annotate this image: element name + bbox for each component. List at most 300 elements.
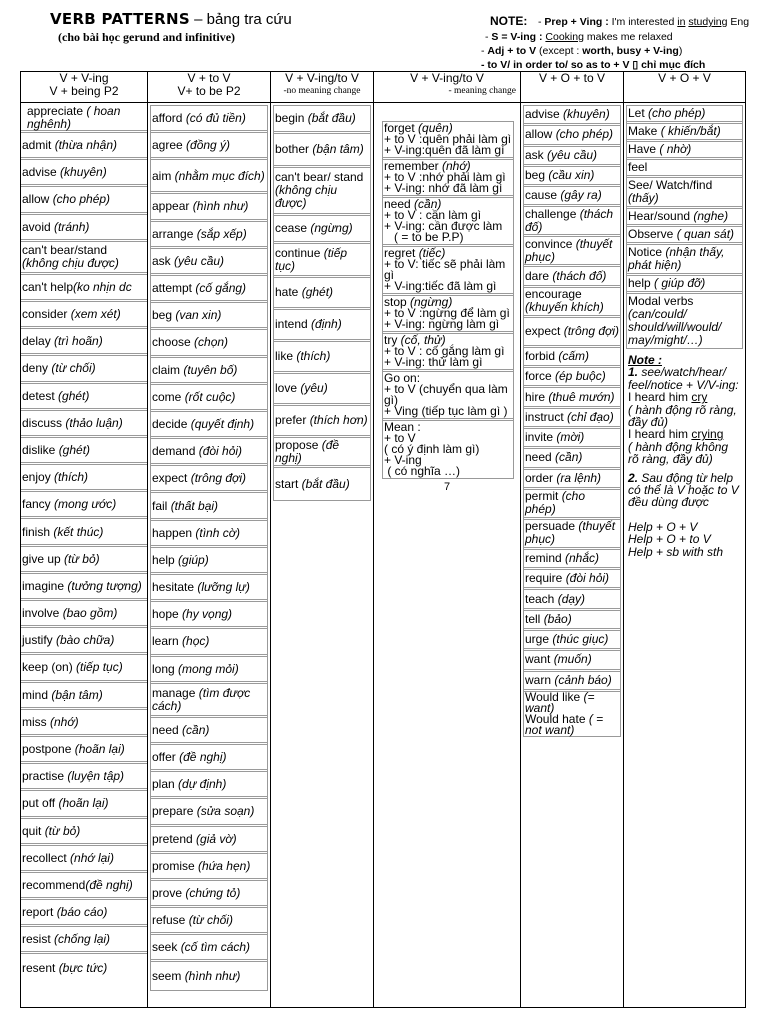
verb: hate <box>275 285 302 299</box>
meaning: (nhớ) <box>50 714 79 729</box>
verb-entry <box>21 465 147 492</box>
verb: can't help <box>22 279 73 294</box>
page-title: VERB PATTERNS – bảng tra cứu <box>50 10 292 28</box>
meaning-change-entry <box>383 296 513 334</box>
verb-entry <box>274 216 370 244</box>
verb: aim <box>152 168 175 183</box>
verb: plan <box>152 777 179 792</box>
verb-entry <box>524 348 620 368</box>
verb: recollect <box>22 850 71 865</box>
meaning: (quyết định) <box>190 416 255 431</box>
column-meaning-change <box>374 121 520 479</box>
meaning: (thách đố) <box>525 206 614 234</box>
verb: seek <box>152 940 181 955</box>
verb: keep (on) <box>22 660 77 675</box>
verb-entry <box>627 106 742 124</box>
verb-entry <box>151 521 267 548</box>
verb-entry <box>151 412 267 439</box>
verb-entry <box>524 187 620 207</box>
verb-entry <box>627 294 742 348</box>
verb-entry <box>151 548 267 575</box>
meaning: (có đủ tiền) <box>185 111 246 126</box>
meaning: (ép buộc) <box>555 369 606 384</box>
meaning: (bắt đầu) <box>301 476 350 491</box>
verb-entry <box>21 519 147 546</box>
verb-entry <box>274 134 370 168</box>
meaning: (ngừng) <box>410 295 453 309</box>
verb: teach <box>525 591 558 606</box>
verb-entry <box>21 655 147 682</box>
meaning: (van xin) <box>175 308 222 323</box>
verb: urge <box>525 632 553 647</box>
meaning: (yêu cầu) <box>547 147 598 162</box>
verb-entry <box>627 178 742 209</box>
meaning: (đòi hỏi) <box>198 444 243 459</box>
meaning: (dạy) <box>557 591 586 606</box>
verb-entry <box>21 574 147 601</box>
verb: agree <box>152 138 187 153</box>
meaning: (đòi hỏi) <box>565 571 610 586</box>
verb: ask <box>152 253 175 268</box>
meaning: (tiếp tục) <box>76 660 123 675</box>
verb: permit <box>525 489 562 504</box>
verb-entry <box>151 772 267 799</box>
meaning: (bảo) <box>543 611 572 626</box>
verb: order <box>525 470 557 485</box>
verb: dislike <box>22 442 59 457</box>
column-v-ving <box>21 103 147 982</box>
verb-entry <box>524 490 620 520</box>
verb-entry <box>151 602 267 629</box>
meaning: ( = not want) <box>525 711 604 737</box>
verb-entry <box>524 651 620 671</box>
verb: claim <box>152 362 184 377</box>
verb-entry <box>21 329 147 356</box>
meaning: (khuyên) <box>60 165 107 180</box>
meaning: (= want) <box>525 689 595 715</box>
verb: pretend <box>152 831 197 846</box>
verb: advise <box>22 165 61 180</box>
meaning: (ghét) <box>58 388 90 403</box>
meaning: (bắt đầu) <box>307 111 356 125</box>
verb: expect <box>152 471 191 486</box>
verb: hire <box>525 389 549 404</box>
meaning: (từ chối) <box>51 361 96 376</box>
verb: continue <box>275 245 324 260</box>
verb-entry <box>524 570 620 590</box>
verb-entry <box>151 854 267 881</box>
verb-entry-extra <box>524 689 620 737</box>
column-v-tov <box>150 105 268 991</box>
verb-entry <box>151 106 267 133</box>
verb-entry <box>274 310 370 342</box>
usage-line: + to V :quên phải làm gì <box>384 132 512 146</box>
meaning: (mong ước) <box>54 497 117 512</box>
header-v-o-v: V + O + V <box>624 72 746 103</box>
verb: Observe <box>628 227 677 241</box>
meaning: (cảnh báo) <box>554 672 612 687</box>
meaning-change-entry <box>383 372 513 421</box>
meaning: (cho phép) <box>555 127 614 142</box>
verb-entry <box>524 167 620 187</box>
verb-entry <box>274 438 370 468</box>
verb-entry <box>21 411 147 438</box>
header-v-tov: V + to V V+ to be P2 <box>148 72 271 103</box>
verb: involve <box>22 606 63 621</box>
verb-entry <box>21 791 147 818</box>
usage-line: + V-ing <box>384 453 422 467</box>
verb-entry <box>524 126 620 146</box>
verb-entry <box>151 439 267 466</box>
meaning: (thất bại) <box>170 498 219 513</box>
meaning: (trông đợi) <box>190 471 246 486</box>
verb-entry <box>151 745 267 772</box>
verb: need <box>384 197 415 211</box>
verb-entry <box>21 900 147 927</box>
verb: Modal verbs <box>628 294 694 308</box>
verb: need <box>525 450 556 465</box>
meaning: (thách đố) <box>552 268 607 283</box>
verb: convince <box>525 236 576 251</box>
verb-entry <box>524 429 620 449</box>
column-no-meaning-change <box>273 105 371 501</box>
meaning: (bực tức) <box>58 961 108 976</box>
usage-line: + V-ing:quên đã làm gì <box>384 143 505 157</box>
note-line-4: - to V/ in order to/ so as to + V ▯ chỉ mục đích <box>481 59 706 71</box>
meaning: (tiếp tục) <box>275 245 348 273</box>
verb-entry <box>151 330 267 357</box>
verb-entry <box>151 799 267 826</box>
verb: learn <box>152 634 183 649</box>
verb-entry <box>627 124 742 142</box>
meaning: (rốt cuộc) <box>184 389 236 404</box>
verb: prepare <box>152 804 197 819</box>
meaning: (muốn) <box>553 652 592 667</box>
verb: Have <box>628 142 660 156</box>
verb-entry <box>21 683 147 710</box>
verb-entry <box>21 492 147 519</box>
verb-entry <box>151 629 267 656</box>
meaning: (tuyên bố) <box>183 362 238 377</box>
verb-entry <box>21 302 147 329</box>
verb-entry <box>627 209 742 227</box>
page-subtitle: (cho bài học gerund and infinitive) <box>58 30 236 44</box>
verb-entry <box>21 873 147 900</box>
meaning: (dự định) <box>178 777 227 792</box>
usage-line: + Ving (tiếp tục làm gì ) <box>384 404 508 418</box>
verb: discuss <box>22 415 66 430</box>
verb: try <box>384 333 401 347</box>
meaning-change-entry <box>383 198 513 247</box>
verb: advise <box>525 107 564 122</box>
verb-entry <box>151 249 267 276</box>
verb-entry <box>21 242 147 275</box>
verb: postpone <box>22 742 75 757</box>
verb-entry <box>274 374 370 406</box>
meaning: (yêu) <box>300 381 328 395</box>
meaning: (mong mỏi) <box>178 661 239 676</box>
verb: admit <box>22 138 55 153</box>
meaning: (thuyết phục) <box>525 519 616 547</box>
meaning: (tiếc) <box>418 246 446 260</box>
verb-entry <box>151 385 267 412</box>
verb-entry <box>524 520 620 550</box>
verb-entry <box>21 547 147 574</box>
meaning: (hình như) <box>192 199 249 214</box>
meaning: (bận tâm) <box>312 142 364 156</box>
verb: Let <box>628 106 649 120</box>
verb: justify <box>22 633 57 648</box>
verb: Notice <box>628 245 666 259</box>
verb: can't bear/ stand <box>275 170 364 184</box>
note-line-2: - S = V-ing : Cooking makes me relaxed <box>485 31 673 43</box>
meaning: (cần) <box>555 450 583 465</box>
verb: can't bear/stand <box>22 243 108 258</box>
verb: Go on: <box>384 371 421 385</box>
verb: recommend <box>22 877 86 892</box>
verb-entry <box>274 406 370 438</box>
help-note: Note : 1. see/watch/hear/ feel/notice + V/V-ing: I heard him cry ( hành động rõ ràng, đầy đủ) I heard him crying ( hành động không rõ ràng, đầy đủ) 2. Sau động từ help có thể là V hoặc to V đều dùng được Help + O + V Help + O + to V Help + sb with sth <box>628 353 739 559</box>
meaning: (giúp) <box>178 552 209 567</box>
verb-entry <box>151 160 267 194</box>
meaning: (bao gồm) <box>62 606 118 621</box>
note-line-3: - Adj + to V (except : worth, busy + V-ing) <box>481 45 683 57</box>
meaning: (thảo luận) <box>65 415 123 430</box>
verb-entry <box>151 303 267 330</box>
meaning: (ra lệnh) <box>556 470 602 485</box>
verb-entry <box>627 142 742 160</box>
verb: imagine <box>22 578 68 593</box>
verb-entry <box>274 468 370 500</box>
meaning: (học) <box>182 634 210 649</box>
verb: appear <box>152 199 193 214</box>
verb: remember <box>384 159 443 173</box>
verb: force <box>525 369 556 384</box>
meaning: (nhớ) <box>442 159 471 173</box>
verb: mind <box>22 687 52 702</box>
usage-line: + to V :nhớ phải làm gì <box>384 170 506 184</box>
verb: encourage <box>525 287 582 302</box>
verb-entry <box>524 409 620 429</box>
meaning: (thấy) <box>628 191 659 205</box>
verb: Would hate <box>525 711 589 726</box>
verb: allow <box>525 127 556 142</box>
meaning: (cho phép) <box>648 106 706 120</box>
verb: beg <box>152 308 176 323</box>
usage-line: + V-ing: nhớ đã làm gì <box>384 181 503 195</box>
verb: love <box>275 381 301 395</box>
meaning: (quên) <box>418 121 453 135</box>
verb: arrange <box>152 226 197 241</box>
meaning: (khuyên) <box>563 107 610 122</box>
meaning: (can/could/ should/will/would/ may/might/…) <box>628 307 722 347</box>
verb: regret <box>384 246 419 260</box>
meaning: (bào chữa) <box>56 633 115 648</box>
verb: forbid <box>525 348 559 363</box>
verb: practise <box>22 769 68 784</box>
meaning-change-entry <box>383 122 513 160</box>
verb: require <box>525 571 566 586</box>
verb-entry <box>151 908 267 935</box>
verb: attempt <box>152 281 196 296</box>
note-label: NOTE: <box>490 14 528 28</box>
verb: cause <box>525 188 561 203</box>
verb: ask <box>525 147 548 162</box>
meaning: (nhằm mục đích) <box>174 168 265 183</box>
meaning: (yêu cầu) <box>174 253 225 268</box>
verb: resist <box>22 932 55 947</box>
verb-entry <box>151 466 267 493</box>
meaning: (sắp xếp) <box>196 226 247 241</box>
usage-line: + V-ing: thử làm gì <box>384 355 483 369</box>
meaning: (thích hơn) <box>309 413 368 427</box>
verb: hope <box>152 607 183 622</box>
meaning: (trì hoãn) <box>54 334 103 349</box>
verb-entry <box>151 133 267 160</box>
verb-entry <box>274 244 370 278</box>
verb-entry <box>21 601 147 628</box>
verb-entry <box>21 927 147 954</box>
page-number: 7 <box>443 481 451 493</box>
meaning: (thúc giục) <box>552 632 609 647</box>
verb: enjoy <box>22 470 55 485</box>
meaning: (ngừng) <box>310 221 353 235</box>
verb-entry <box>151 718 267 745</box>
verb-entry <box>21 764 147 791</box>
verb-entry <box>524 207 620 237</box>
verb-entry <box>151 194 267 221</box>
meaning: (đề nghị) <box>179 750 227 765</box>
verb: forget <box>384 121 419 135</box>
verb: remind <box>525 551 566 565</box>
verb: long <box>152 661 179 676</box>
verb-entry <box>151 881 267 908</box>
meaning-change-entry <box>383 421 513 478</box>
verb: give up <box>22 551 65 566</box>
verb-entry <box>524 631 620 651</box>
meaning: ( giúp đỡ) <box>654 276 706 290</box>
meaning: (kết thúc) <box>53 524 104 539</box>
verb-entry <box>151 493 267 520</box>
meaning: (thích) <box>296 349 331 363</box>
meaning: (luyện tập) <box>67 769 125 784</box>
verb: persuade <box>525 519 579 534</box>
meaning: (hoãn lại) <box>58 796 109 811</box>
verb: want <box>525 652 554 667</box>
verb: help <box>152 552 179 567</box>
verb-entry <box>524 590 620 610</box>
meaning: (cần) <box>414 197 442 211</box>
meaning: (không chịu được) <box>22 256 119 271</box>
verb: report <box>22 905 57 920</box>
verb: refuse <box>152 913 189 928</box>
usage-line: + V-ing: cần được làm <box>384 219 503 233</box>
verb-entry <box>21 103 147 133</box>
verb: Would like <box>525 689 584 704</box>
meaning: (nghe) <box>693 209 729 223</box>
meaning: (nhớ lại) <box>70 850 114 865</box>
meaning: (báo cáo) <box>56 905 108 920</box>
usage-line: ( có nghĩa …) <box>384 464 461 478</box>
usage-line: + V-ing: ngừng làm gì <box>384 317 500 331</box>
meaning-change-entry <box>383 160 513 198</box>
verb: offer <box>152 750 180 765</box>
header-v-ving: V + V-ing V + being P2 <box>21 72 148 103</box>
meaning: (thừa nhận) <box>54 138 117 153</box>
meaning: (thuyết phục) <box>525 236 613 264</box>
verb-entry <box>151 575 267 602</box>
verb-entry <box>21 384 147 411</box>
meaning: (tìm được cách) <box>152 685 251 713</box>
verb-entry <box>274 342 370 374</box>
verb-entry <box>524 388 620 408</box>
verb: stop <box>384 295 411 309</box>
meaning: (thích) <box>54 470 89 485</box>
meaning: (từ bỏ) <box>64 551 100 566</box>
usage-line: + to V: tiếc sẽ phải làm gì <box>384 257 509 282</box>
verb-entry <box>524 470 620 490</box>
verb-entry <box>524 368 620 388</box>
verb: promise <box>152 858 199 873</box>
meaning: (cần) <box>182 722 210 737</box>
verb: feel <box>628 160 648 174</box>
verb-entry <box>151 222 267 249</box>
verb-pattern-table <box>20 71 746 1008</box>
meaning: (cố gắng) <box>195 281 247 296</box>
usage-line: + to V <box>384 431 416 445</box>
verb-entry <box>21 954 147 981</box>
meaning: (cấm) <box>558 348 590 363</box>
meaning: (từ bỏ) <box>44 823 81 838</box>
verb: prefer <box>275 413 310 427</box>
verb-entry <box>274 278 370 310</box>
verb: Hear/sound <box>628 209 694 223</box>
verb-entry <box>524 288 620 318</box>
header-v-both-no-change: V + V-ing/to V -no meaning change <box>271 72 374 103</box>
verb-entry <box>524 147 620 167</box>
meaning: (xem xét) <box>70 307 121 322</box>
verb-entry <box>524 449 620 469</box>
verb: propose <box>275 437 322 452</box>
meaning: (từ chối) <box>188 913 233 928</box>
verb-entry <box>21 215 147 242</box>
verb: miss <box>22 714 50 729</box>
verb: come <box>152 389 185 404</box>
verb: deny <box>22 361 52 376</box>
meaning: (định) <box>311 317 342 331</box>
verb: finish <box>22 524 54 539</box>
verb: dare <box>525 268 553 283</box>
verb: See/ Watch/find <box>628 178 713 192</box>
column-v-o-tov <box>523 105 621 737</box>
verb: avoid <box>22 219 55 234</box>
meaning-change-entry <box>383 334 513 372</box>
verb-entry <box>21 710 147 737</box>
meaning: ( hoan nghênh) <box>27 104 121 131</box>
verb-entry <box>524 611 620 631</box>
meaning: (chỉ đạo) <box>567 409 614 424</box>
column-v-o-v <box>626 105 743 349</box>
verb-entry <box>21 275 147 302</box>
verb: start <box>275 476 302 491</box>
verb: invite <box>525 430 557 445</box>
verb-entry <box>21 628 147 655</box>
verb: afford <box>152 111 186 126</box>
verb-entry <box>524 106 620 126</box>
verb: detest <box>22 388 59 403</box>
meaning: (khuyến khích) <box>525 300 604 315</box>
verb-entry <box>151 276 267 303</box>
